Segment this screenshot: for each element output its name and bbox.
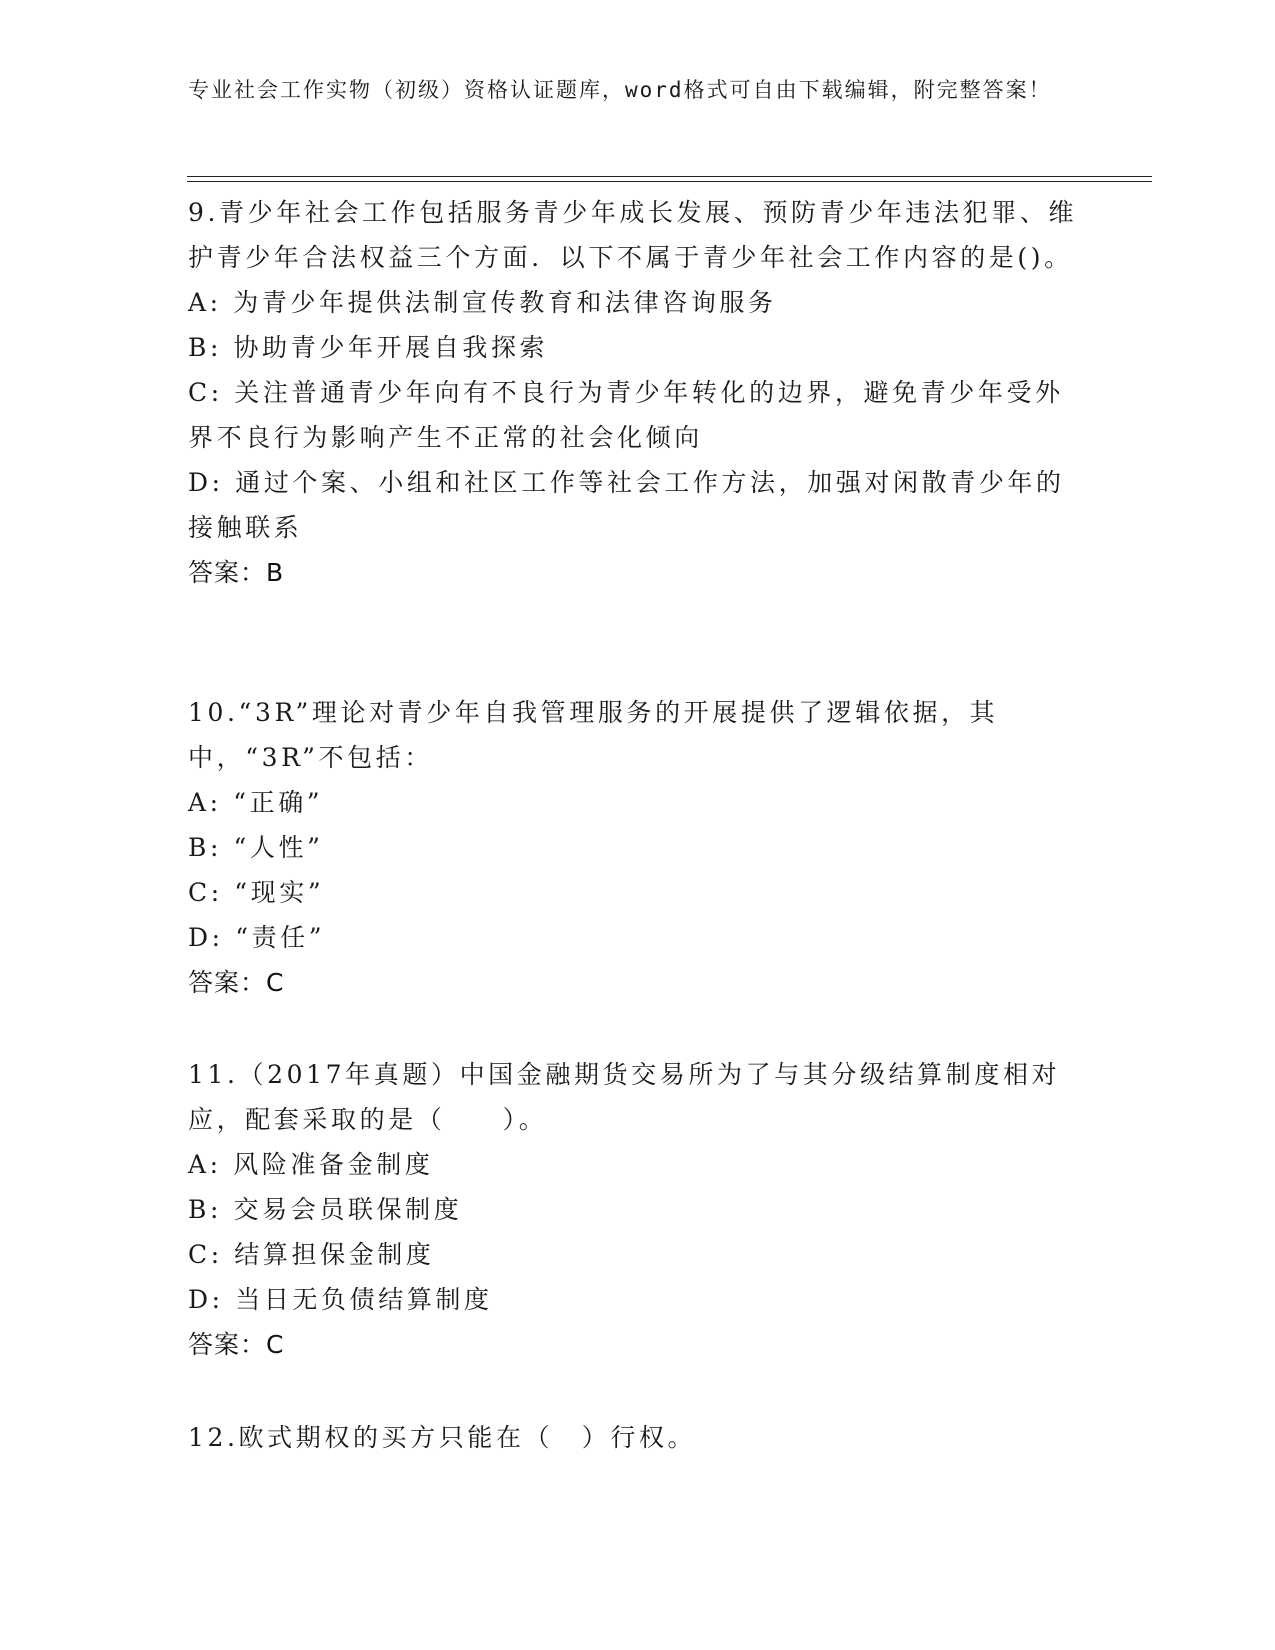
header-divider-bottom [187, 181, 1152, 182]
question-9 [188, 190, 1088, 595]
option-c: C: 结算担保金制度 [188, 1240, 435, 1269]
option-a: A: 风险准备金制度 [188, 1150, 434, 1179]
document-header: 专业社会工作实物（初级）资格认证题库，word格式可自由下载编辑，附完整答案！ [188, 78, 1052, 102]
option-a: A: 为青少年提供法制宣传教育和法律咨询服务 [188, 288, 777, 317]
answer-text: 答案：C [188, 1330, 285, 1359]
answer-text: 答案：B [188, 558, 285, 587]
question-stem: 12.欧式期权的买方只能在（ ）行权。 [188, 1423, 697, 1452]
header-divider-top [187, 176, 1152, 177]
option-d: D: “责任” [188, 923, 326, 952]
question-stem: 9.青少年社会工作包括服务青少年成长发展、预防青少年违法犯罪、维护青少年合法权益三个方面．以下不属于青少年社会工作内容的是()。 [188, 198, 1078, 272]
option-b: B: 交易会员联保制度 [188, 1195, 463, 1224]
question-stem: 11.（2017年真题）中国金融期货交易所为了与其分级结算制度相对应，配套采取的是（ ）。 [188, 1060, 1061, 1134]
question-10 [188, 690, 1088, 1005]
answer-text: 答案：C [188, 968, 285, 997]
option-c: C: “现实” [188, 878, 325, 907]
option-b: B: 协助青少年开展自我探索 [188, 333, 549, 362]
question-12 [188, 1415, 1088, 1460]
question-stem: 10.“3R”理论对青少年自我管理服务的开展提供了逻辑依据，其中，“3R”不包括： [188, 698, 999, 772]
option-d: D: 通过个案、小组和社区工作等社会工作方法，加强对闲散青少年的接触联系 [188, 468, 1065, 542]
option-c: C: 关注普通青少年向有不良行为青少年转化的边界，避免青少年受外界不良行为影响产生不正常的社会化倾向 [188, 378, 1064, 452]
option-a: A: “正确” [188, 788, 324, 817]
question-11 [188, 1052, 1088, 1367]
option-b: B: “人性” [188, 833, 324, 862]
option-d: D: 当日无负债结算制度 [188, 1285, 493, 1314]
